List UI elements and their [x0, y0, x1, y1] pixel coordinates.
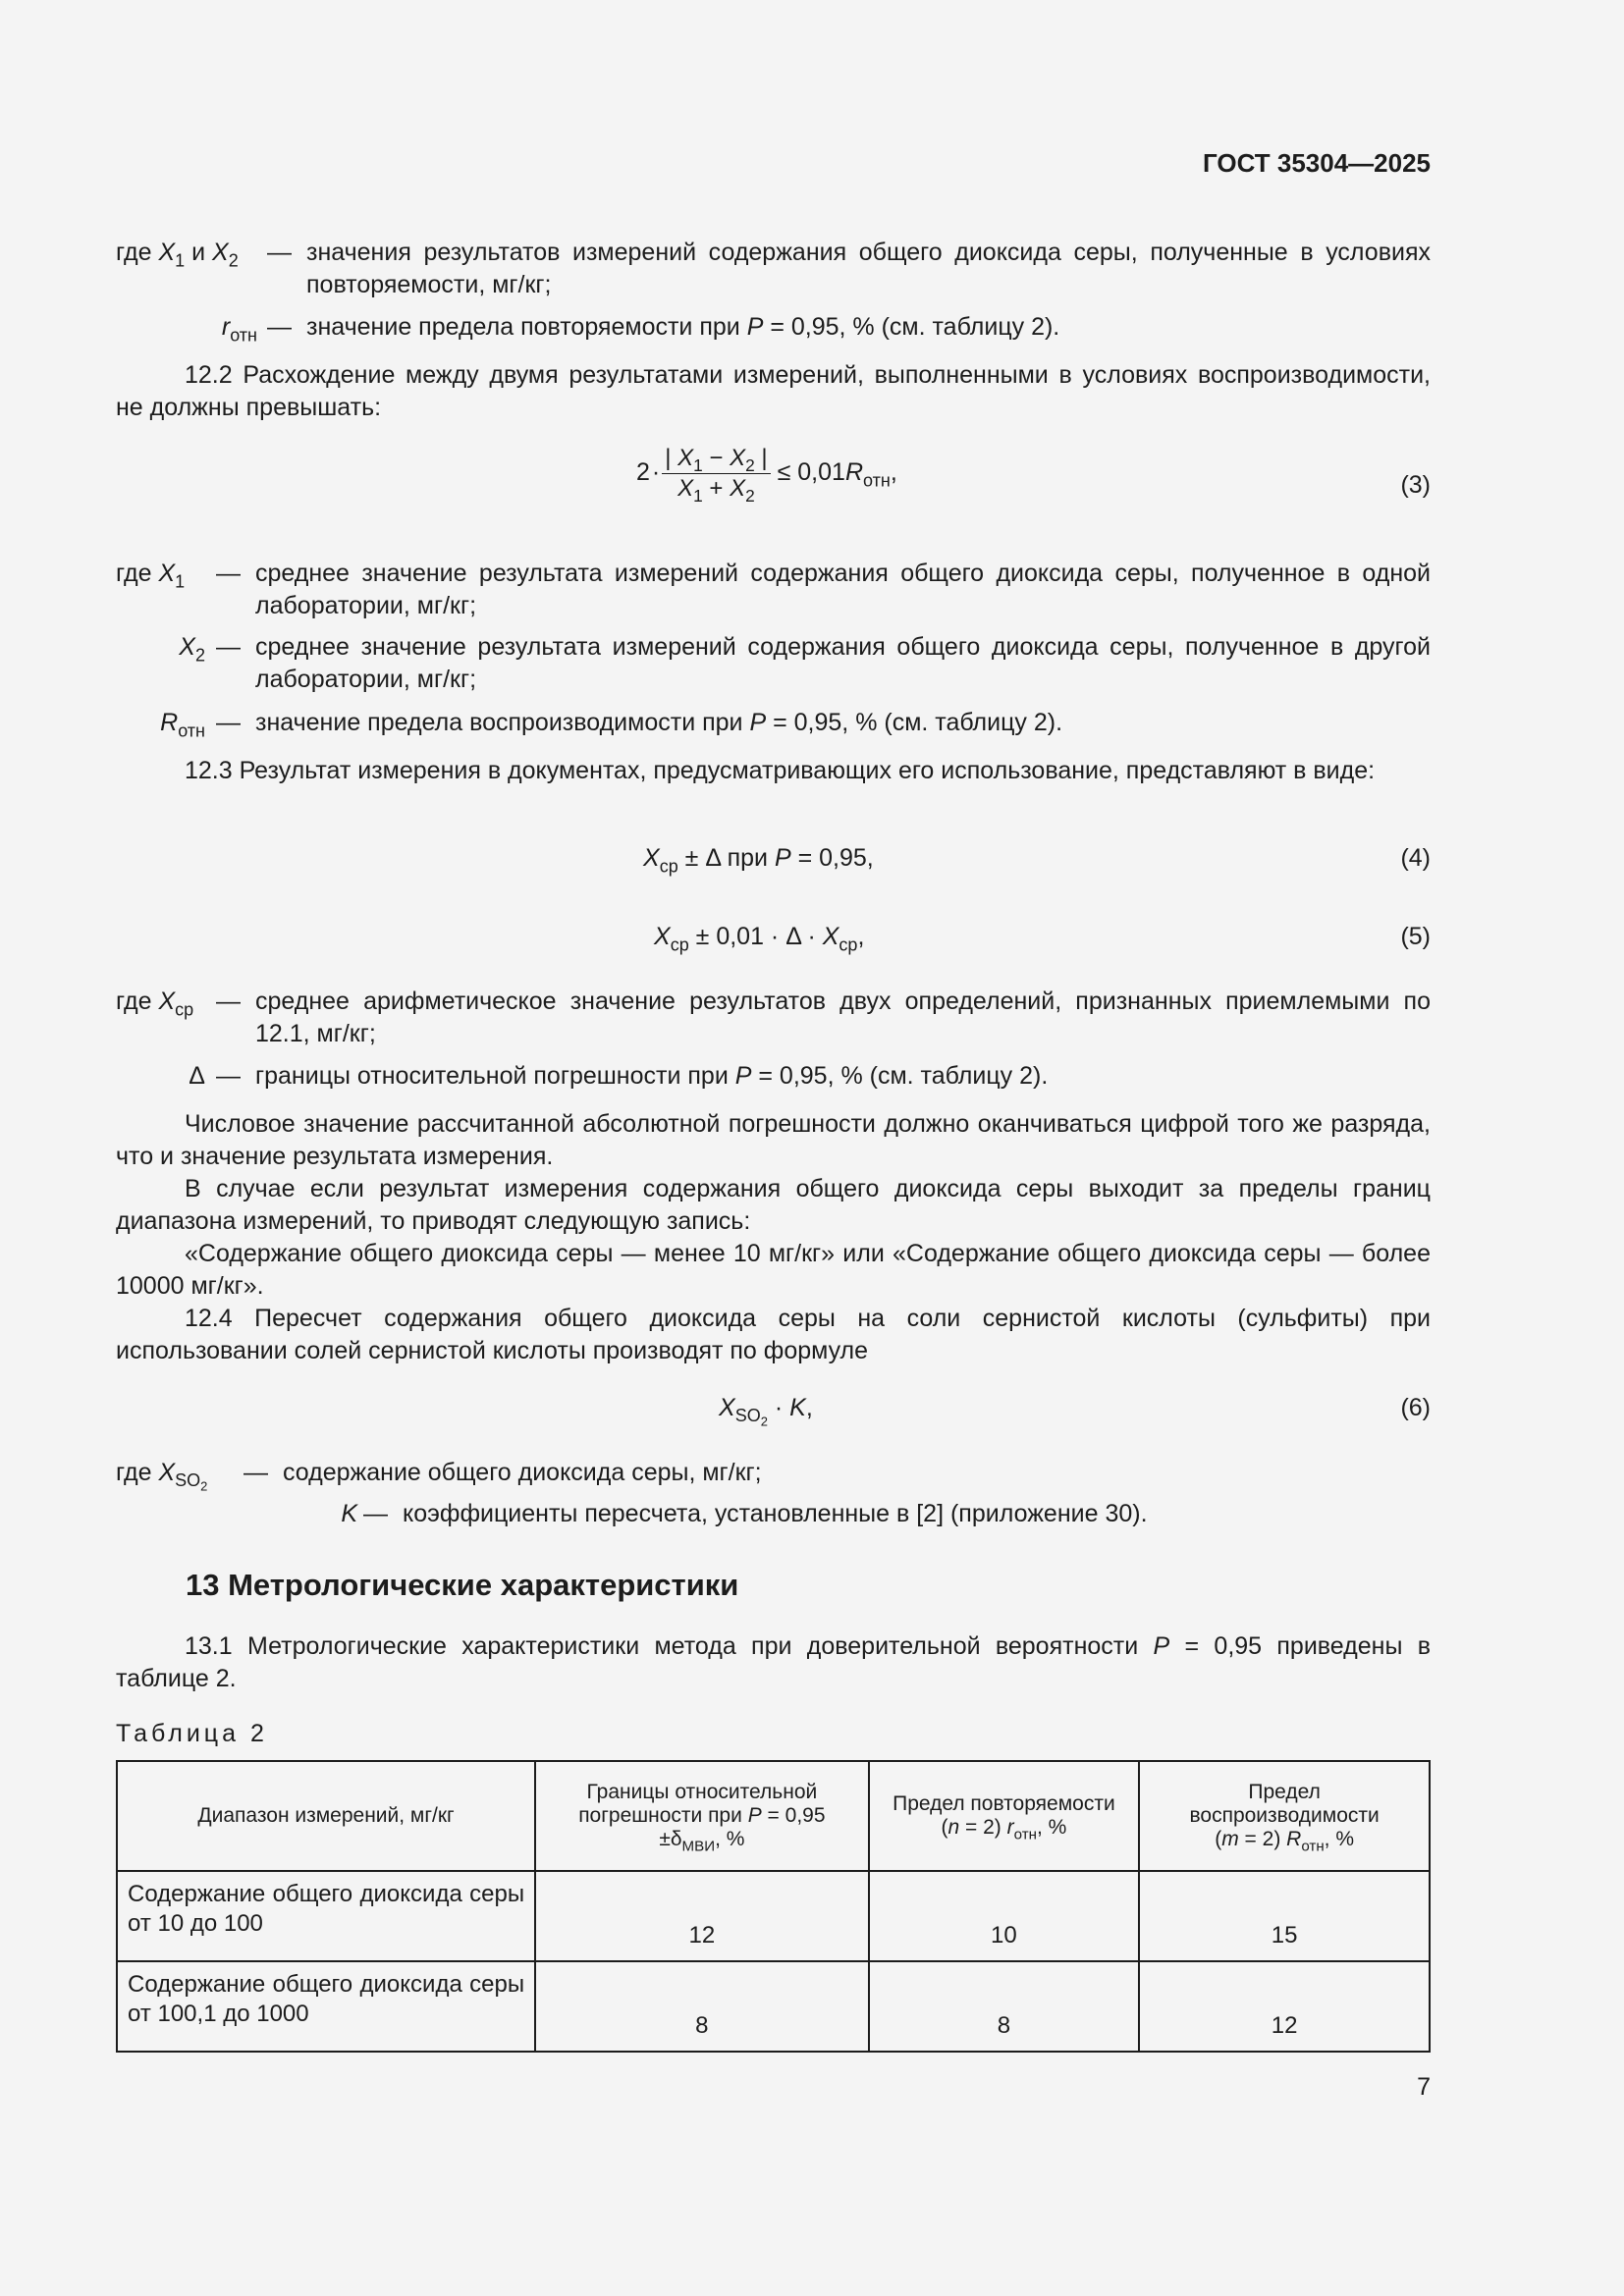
table-caption: Таблица 2	[116, 1720, 268, 1747]
definition-term: $r_{отн}$	[221, 313, 257, 346]
fraction-numerator: | $X_1 - X_2$ |	[662, 444, 770, 474]
header-range: Диапазон измерений, мг/кг	[117, 1761, 535, 1871]
paragraph-numeric-value: Числовое значение рассчитанной абсолютной погрешности должно оканчиваться цифрой того же разряда, что и значение результата измерения.	[116, 1110, 1431, 1170]
definition-dash: —	[363, 1500, 388, 1527]
definition-dash: —	[267, 239, 292, 266]
cell-range: Содержание общего диоксида серы от 10 до 100	[117, 1871, 535, 1961]
header-relative-error: Границы относительной погрешности при P = 0,95 $\pm\delta_{МВИ}$, %	[535, 1761, 868, 1871]
definition-text: коэффициенты пересчета, установленные в [2] (приложение 30).	[403, 1500, 1148, 1527]
table-row	[117, 1961, 1430, 2052]
formula-5: $X_{ср} \pm 0,01 \cdot \Delta \cdot X_{ср}$,	[654, 923, 865, 955]
table-header-row	[117, 1761, 1430, 1871]
definition-term: где $X_{ср}$	[116, 988, 194, 1020]
formula-coefficient: 2	[636, 458, 650, 487]
definition-term: K	[341, 1500, 357, 1527]
definition-term: где $X_1$ и $X_2$	[116, 239, 239, 271]
definition-dash: —	[216, 709, 241, 736]
cell-range: Содержание общего диоксида серы от 100,1 до 1000	[117, 1961, 535, 2052]
table-row	[117, 1871, 1430, 1961]
definition-text: границы относительной погрешности при P = 0,95, % (см. таблицу 2).	[255, 1062, 1049, 1090]
header-reproducibility: Предел воспроизводимости (m = 2) $R_{отн}$, %	[1139, 1761, 1430, 1871]
cell-relative-error: 12	[535, 1871, 868, 1961]
equation-number-4: (4)	[1400, 844, 1431, 872]
paragraph-out-of-range: В случае если результат измерения содержания общего диоксида серы выходит за пределы границ диапазона измерений, то приводят следующую запись:	[116, 1175, 1431, 1235]
section-heading-13: 13 Метрологические характеристики	[186, 1568, 739, 1602]
definition-dash: —	[244, 1459, 268, 1486]
definition-x1	[116, 558, 1431, 626]
cell-repeatability: 10	[869, 1871, 1140, 1961]
formula-4: $X_{ср} \pm \Delta$ при P = 0,95,	[643, 844, 874, 877]
paragraph-13-1: 13.1 Метрологические характеристики метода при доверительной вероятности P = 0,95 приведены в таблице 2.	[116, 1632, 1432, 1692]
definition-text: значения результатов измерений содержания общего диоксида серы, полученные в условиях повторяемости, мг/кг;	[306, 239, 1431, 298]
definition-text: значение предела повторяемости при P = 0,95, % (см. таблицу 2).	[306, 313, 1060, 341]
definition-term: где $X_{SO_2}$	[116, 1459, 208, 1494]
definition-x-so2	[116, 1457, 1431, 1496]
definition-text: среднее арифметическое значение результатов двух определений, признанных приемлемыми по 12.1, мг/кг;	[255, 988, 1431, 1047]
paragraph-12-4: 12.4 Пересчет содержания общего диоксида серы на соли сернистой кислоты (сульфиты) при использовании солей сернистой кислоты производят по формуле	[116, 1305, 1431, 1364]
header-repeatability: Предел повторяемости (n = 2) $r_{отн}$, %	[869, 1761, 1140, 1871]
equation-number-3: (3)	[1400, 471, 1431, 499]
document-header: ГОСТ 35304—2025	[1203, 148, 1431, 178]
definition-x-sr	[116, 986, 1431, 1054]
definition-term: Δ	[189, 1062, 205, 1090]
definition-text: содержание общего диоксида серы, мг/кг;	[283, 1459, 762, 1486]
formula-6: $X_{SO_2} \cdot K$,	[719, 1394, 813, 1429]
cell-relative-error: 8	[535, 1961, 868, 2052]
definition-term: $R_{отн}$	[160, 709, 205, 741]
definition-term: где $X_1$	[116, 560, 186, 592]
cell-reproducibility: 15	[1139, 1871, 1430, 1961]
cell-repeatability: 8	[869, 1961, 1140, 2052]
paragraph-12-3: 12.3 Результат измерения в документах, предусматривающих его использование, представляют в виде:	[185, 757, 1376, 784]
formula-3: 2· $\frac{| X_1 - X_2 |}{X_1 + X_2}$ ≤ $0,01R_{отн}$,	[636, 445, 897, 507]
definition-term: $X_2$	[179, 633, 205, 666]
definition-x2	[116, 631, 1431, 700]
page-number: 7	[1417, 2073, 1431, 2101]
cell-reproducibility: 12	[1139, 1961, 1430, 2052]
definition-dash: —	[216, 633, 241, 661]
fraction-denominator: $X_1 + X_2$	[677, 475, 755, 507]
definition-dash: —	[216, 988, 241, 1015]
metrology-table	[116, 1760, 1431, 2053]
definition-dash: —	[216, 560, 241, 587]
definition-text: значение предела воспроизводимости при P = 0,95, % (см. таблицу 2).	[255, 709, 1063, 736]
paragraph-12-2: 12.2 Расхождение между двумя результатами измерений, выполненными в условиях воспроизводимости, не должны превышать:	[116, 361, 1431, 421]
equation-number-5: (5)	[1400, 923, 1431, 950]
formula-fraction	[662, 444, 770, 507]
definition-text: среднее значение результата измерений содержания общего диоксида серы, полученное в другой лаборатории, мг/кг;	[255, 633, 1431, 693]
definition-text: среднее значение результата измерений содержания общего диоксида серы, полученное в одной лаборатории, мг/кг;	[255, 560, 1431, 619]
definition-dash: —	[216, 1062, 241, 1090]
equation-number-6: (6)	[1400, 1394, 1431, 1421]
definition-dash: —	[267, 313, 292, 341]
definition-x1-x2	[116, 237, 1431, 305]
paragraph-record-example: «Содержание общего диоксида серы — менее 10 мг/кг» или «Содержание общего диоксида серы — более 10000 мг/кг».	[116, 1240, 1431, 1300]
definition-k	[116, 1498, 1431, 1537]
formula-rhs: ≤ $0,01R_{отн}$,	[777, 458, 897, 491]
